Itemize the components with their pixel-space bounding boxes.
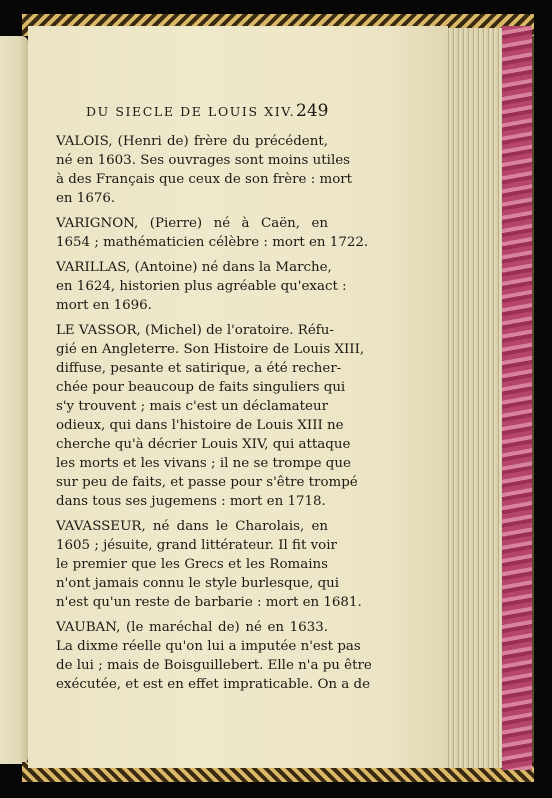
text-line: 1654 ; mathématicien célèbre : mort en 1722.: [56, 235, 369, 250]
text-line: n'ont jamais connu le style burlesque, qui: [56, 576, 340, 591]
text-line: le premier que les Grecs et les Romains: [56, 557, 328, 572]
text-line: VAVASSEUR, né dans le Charolais, en: [56, 519, 328, 534]
text-line: VAUBAN, (le maréchal de) né en 1633.: [56, 620, 328, 635]
text-line: les morts et les vivans ; il ne se trompe que: [56, 456, 351, 471]
text-line: odieux, qui dans l'histoire de Louis XIII ne: [56, 418, 344, 433]
page-edges: [446, 28, 502, 768]
text-line: s'y trouvent ; mais c'est un déclamateur: [56, 399, 328, 414]
text-line: à des Français que ceux de son frère : mort: [56, 172, 353, 187]
text-line: sur peu de faits, et passe pour s'être trompé: [56, 475, 358, 490]
marbled-cover-edge: [502, 26, 532, 770]
text-line: VARIGNON, (Pierre) né à Caën, en: [56, 216, 328, 231]
entry-le-vassor: [56, 321, 365, 511]
entry-vavasseur: [56, 517, 362, 612]
left-page-edge: [0, 36, 28, 764]
text-line: VALOIS, (Henri de) frère du précédent,: [56, 134, 328, 149]
entry-varignon: [56, 214, 369, 252]
text-line: mort en 1696.: [56, 298, 152, 313]
entry-vauban: [56, 618, 372, 694]
text-line: La dixme réelle qu'on lui a imputée n'est pas: [56, 639, 361, 654]
running-head: DU SIECLE DE LOUIS XIV.: [86, 104, 296, 119]
text-line: de lui ; mais de Boisguillebert. Elle n'a pu être: [56, 658, 372, 673]
text-line: cherche qu'à décrier Louis XIV, qui attaque: [56, 437, 351, 452]
text-line: diffuse, pesante et satirique, a été recher-: [56, 361, 342, 376]
text-line: n'est qu'un reste de barbarie : mort en 1681.: [56, 595, 362, 610]
text-line: gié en Angleterre. Son Histoire de Louis XIII,: [56, 342, 365, 357]
text-line: chée pour beaucoup de faits singuliers qui: [56, 380, 346, 395]
text-line: 1605 ; jésuite, grand littérateur. Il fit voir: [56, 538, 337, 553]
text-line: en 1676.: [56, 191, 116, 206]
text-line: en 1624, historien plus agréable qu'exact :: [56, 279, 347, 294]
text-line: exécutée, et est en effet impraticable. On a de: [56, 677, 371, 692]
text-block: [56, 132, 372, 694]
entry-varillas: [56, 258, 347, 315]
text-line: dans tous ses jugemens : mort en 1718.: [56, 494, 326, 509]
page-number: 249: [296, 101, 329, 121]
text-line: VARILLAS, (Antoine) né dans la Marche,: [56, 260, 332, 275]
text-line: né en 1603. Ses ouvrages sont moins utiles: [56, 153, 351, 168]
entry-valois: [56, 132, 353, 208]
text-line: LE VASSOR, (Michel) de l'oratoire. Réfu-: [56, 323, 334, 338]
